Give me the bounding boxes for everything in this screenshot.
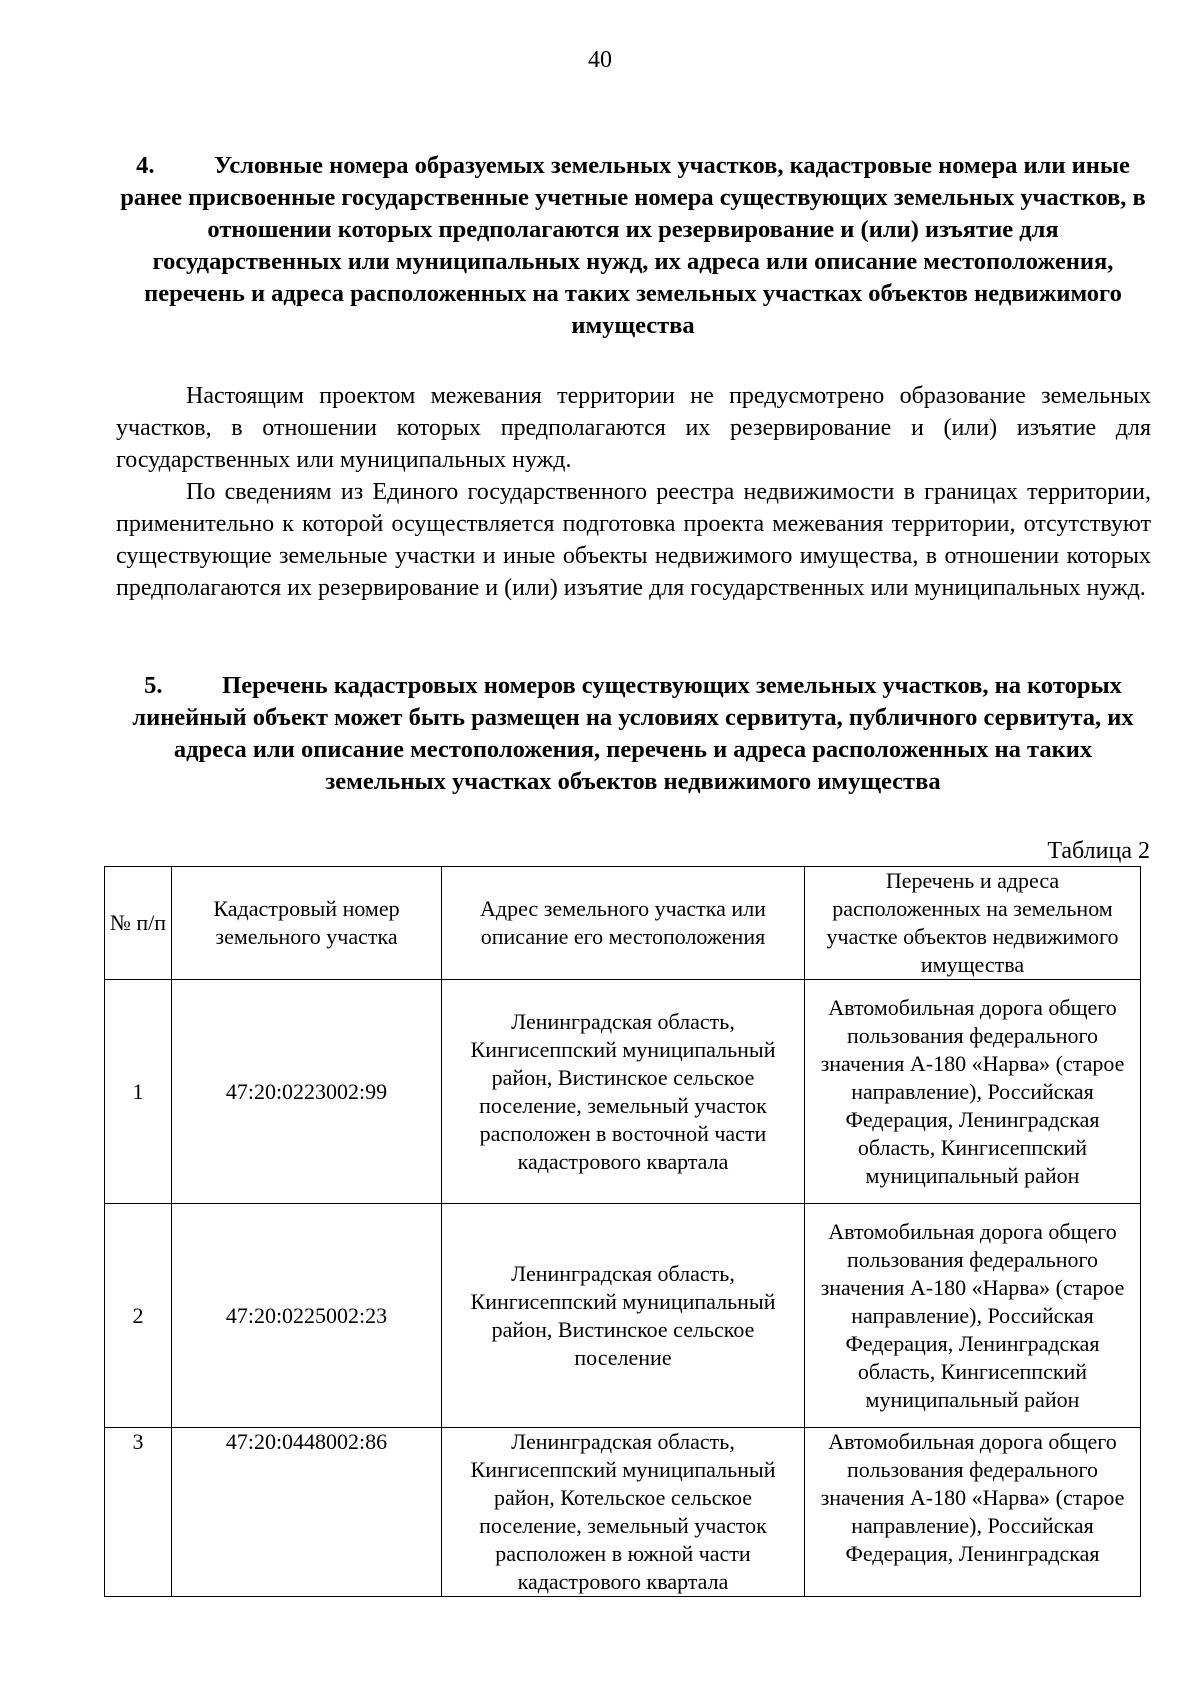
- table-header-row: [105, 867, 1141, 980]
- body-text: [116, 380, 1151, 604]
- cell-number: 3: [105, 1428, 172, 1597]
- table-row: [105, 1428, 1141, 1597]
- cell-cadastral: 47:20:0448002:86: [172, 1428, 442, 1597]
- section-5-title: Перечень кадастровых номеров существующих земельных участков, на которых линейный объект может быть размещен на условиях сервитута, публичного сервитута, их адреса или описание местоположения, перечень и адреса расположенных на таких земельных участках объектов недвижимого имущества: [132, 672, 1134, 795]
- cell-cadastral: 47:20:0225002:23: [172, 1204, 442, 1428]
- cell-address: Ленинградская область, Кингисеппский муниципальный район, Котельское сельское поселение, земельный участок расположен в южной части кадастрового квартала: [442, 1428, 805, 1597]
- header-number: № п/п: [105, 867, 172, 980]
- cell-objects: Автомобильная дорога общего пользования федерального значения А-180 «Нарва» (старое направление), Российская Федерация, Ленинградская область, Кингисеппский муниципальный район: [805, 980, 1141, 1204]
- cell-address: Ленинградская область, Кингисеппский муниципальный район, Вистинское сельское поселение: [442, 1204, 805, 1428]
- paragraph-2: По сведениям из Единого государственного реестра недвижимости в границах территории, применительно к которой осуществляется подготовка проекта межевания территории, отсутствуют существующие земельные участки и иные объекты недвижимого имущества, в отношении которых предполагаются их резервирование и (или) изъятие для государственных или муниципальных нужд.: [116, 479, 1151, 601]
- servitude-table: [104, 866, 1141, 1597]
- header-address: Адрес земельного участка или описание его местоположения: [442, 867, 805, 980]
- table-row: [105, 980, 1141, 1204]
- section-4-title: Условные номера образуемых земельных участков, кадастровые номера или иные ранее присвоенные государственные учетные номера существующих земельных участков, в отношении которых предполагаются их резервирование и (или) изъятие для государственных или муниципальных нужд, их адреса или описание местоположения, перечень и адреса расположенных на таких земельных участках объектов недвижимого имущества: [120, 152, 1146, 339]
- header-objects: Перечень и адреса расположенных на земельном участке объектов недвижимого имущества: [805, 867, 1141, 980]
- paragraph-1: Настоящим проектом межевания территории не предусмотрено образование земельных участков, в отношении которых предполагаются их резервирование и (или) изъятие для государственных или муниципальных нужд.: [116, 383, 1151, 473]
- header-cadastral: Кадастровый номер земельного участка: [172, 867, 442, 980]
- page-number: 40: [588, 47, 612, 73]
- cell-objects: Автомобильная дорога общего пользования федерального значения А-180 «Нарва» (старое направление), Российская Федерация, Ленинградская область, Кингисеппский муниципальный район: [805, 1204, 1141, 1428]
- cell-objects: Автомобильная дорога общего пользования федерального значения А-180 «Нарва» (старое направление), Российская Федерация, Ленинградская: [805, 1428, 1141, 1597]
- cell-address: Ленинградская область, Кингисеппский муниципальный район, Вистинское сельское поселение, земельный участок расположен в восточной части кадастрового квартала: [442, 980, 805, 1204]
- table-row: [105, 1204, 1141, 1428]
- section-5-heading: [118, 670, 1148, 798]
- cell-number: 2: [105, 1204, 172, 1428]
- section-5-number: 5.: [144, 672, 163, 699]
- cell-number: 1: [105, 980, 172, 1204]
- section-4-number: 4.: [136, 152, 155, 179]
- table-caption: Таблица 2: [1047, 838, 1150, 864]
- section-4-heading: [118, 150, 1148, 342]
- cell-cadastral: 47:20:0223002:99: [172, 980, 442, 1204]
